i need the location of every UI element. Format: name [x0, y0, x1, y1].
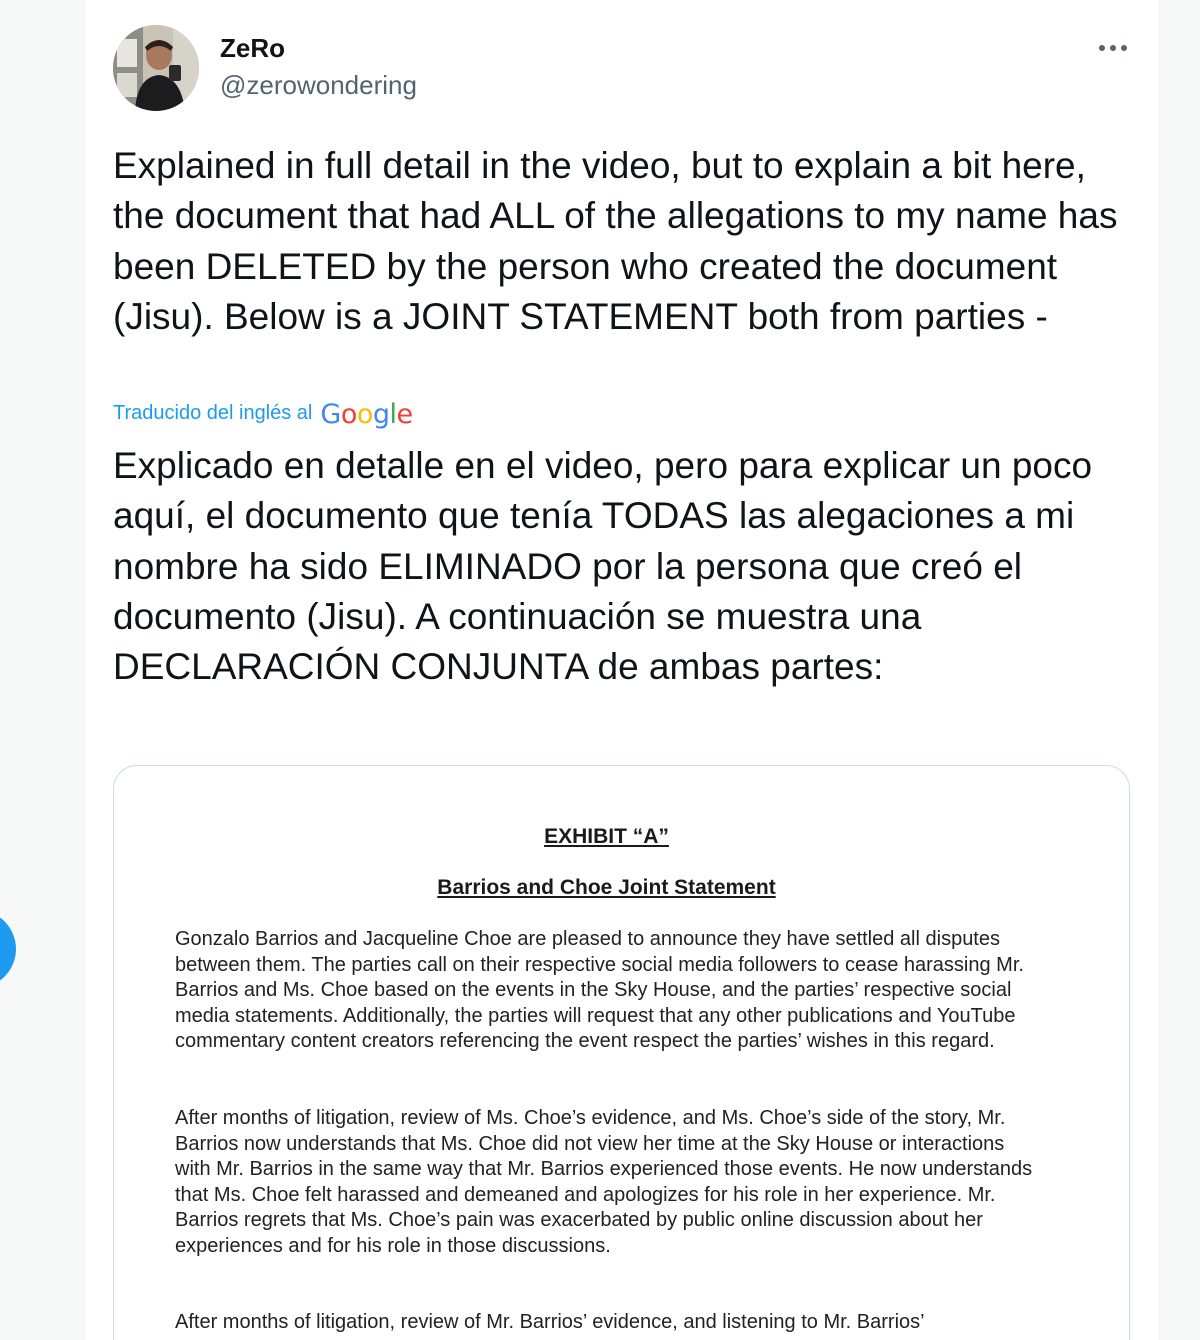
document-paragraph: After months of litigation, review of Mr. Barrios’ evidence, and listening to Mr. Barrios’	[175, 1311, 925, 1333]
avatar[interactable]	[113, 25, 199, 111]
more-horizontal-icon	[1098, 44, 1128, 52]
author-name[interactable]: ZeRo	[220, 33, 285, 63]
translated-tweet-text: Explicado en detalle en el video, pero para explicar un poco aquí, el documento que tenía TODAS las alegaciones a mi nombre ha sido ELIMINADO por la persona que creó el documento (Jisu). A continuación se muestra una DECLARACIÓN CONJUNTA de ambas partes:	[113, 445, 1093, 688]
statement-title: Barrios and Choe Joint Statement	[437, 876, 776, 899]
more-options-button[interactable]	[1090, 32, 1136, 64]
avatar-photo-icon	[113, 25, 199, 111]
translation-label[interactable]: Traducido del inglés al	[113, 401, 313, 424]
document-paragraph: After months of litigation, review of Ms. Choe’s evidence, and Ms. Choe’s side of the story, Mr. Barrios now understands that Ms. Choe did not view her time at the Sky House or interactions with Mr. Barrios in the same way that Mr. Barrios experienced those events. He now understands that Ms. Choe felt harassed and demeaned and apologizes for his role in her experience. Mr. Barrios regrets that Ms. Choe’s pain was exacerbated by public online discussion about her experiences and for his role in those discussions.	[175, 1107, 1033, 1257]
exhibit-title: EXHIBIT “A”	[544, 825, 669, 848]
google-logo: Google	[320, 398, 413, 430]
translation-attribution[interactable]	[113, 396, 413, 430]
tweet-text: Explained in full detail in the video, but to explain a bit here, the document that had ALL of the allegations to my name has been DELETED by the person who created the document (Jisu). Below is a JOINT STATEMENT both from parties -	[113, 145, 1118, 337]
document-paragraph: Gonzalo Barrios and Jacqueline Choe are pleased to announce they have settled all disputes between them. The parties call on their respective social media followers to cease harassing Mr. Barrios and Ms. Choe based on the events in the Sky House, and the parties’ respective social media statements. Additionally, the parties will request that any other publications and YouTube commentary content creators referencing the event respect the parties’ wishes in this regard.	[175, 928, 1024, 1053]
attached-image[interactable]	[113, 765, 1130, 1340]
author-handle[interactable]: @zerowondering	[220, 70, 417, 100]
